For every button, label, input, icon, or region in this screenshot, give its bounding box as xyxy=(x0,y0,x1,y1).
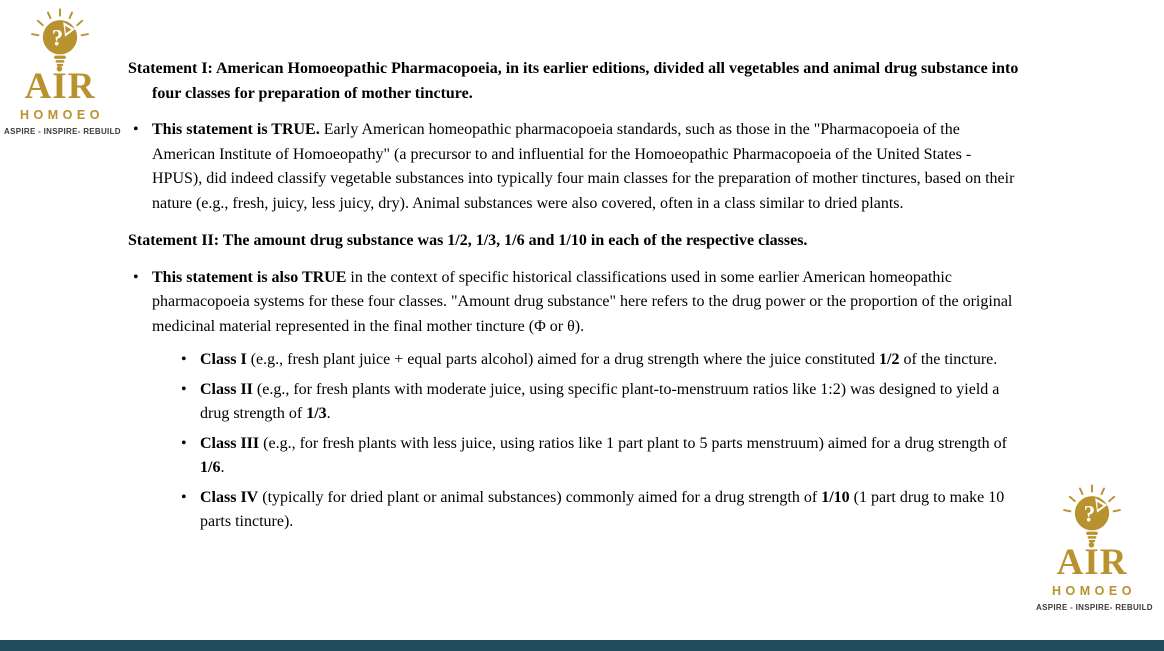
footer-accent-bar xyxy=(0,640,1164,651)
logo-tagline: ASPIRE - INSPIRE- REBUILD xyxy=(1036,603,1153,612)
class-3-item xyxy=(128,432,1021,481)
class-4-text-end: (1 part drug to make 10 parts tincture). xyxy=(200,488,1005,530)
class-3-label: Class III xyxy=(200,434,260,452)
class-2-fraction: 1/3 xyxy=(306,405,327,422)
statement-2-answer xyxy=(128,266,1021,340)
lightbulb-icon xyxy=(28,8,92,69)
class-4-fraction: 1/10 xyxy=(821,488,850,506)
logo-tagline: ASPIRE - INSPIRE- REBUILD xyxy=(4,127,121,136)
statement-1-heading: Statement I: American Homoeopathic Pharmacopoeia, in its earlier editions, divided all vegetables and animal drug substance into four classes for preparation of mother tincture. xyxy=(128,60,1019,102)
class-4-text: (typically for dried plant or animal substances) commonly aimed for a drug strength of xyxy=(258,488,822,506)
logo-brand-text: AİR xyxy=(24,66,96,107)
statement-1-verdict: This statement is TRUE. xyxy=(152,121,320,138)
class-1-item xyxy=(128,348,1021,373)
class-2-label: Class II xyxy=(200,380,253,398)
air-homoeo-logo-top xyxy=(4,8,121,136)
statement-2-heading: Statement II: The amount drug substance was 1/2, 1/3, 1/6 and 1/10 in each of the respective classes. xyxy=(128,232,808,249)
class-1-text: (e.g., fresh plant juice + equal parts alcohol) aimed for a drug strength where the juice constituted xyxy=(246,351,880,368)
class-1-fraction: 1/2 xyxy=(879,351,900,368)
class-3-text: (e.g., for fresh plants with less juice, using ratios like 1 part plant to 5 parts menstruum) aimed for a drug strength of xyxy=(259,434,1007,452)
class-2-text-end: . xyxy=(326,405,331,422)
svg-text:?: ? xyxy=(1083,501,1096,527)
class-4-label: Class IV xyxy=(200,488,259,506)
statement-2-verdict: This statement is also TRUE xyxy=(152,268,347,286)
lightbulb-icon xyxy=(1060,484,1124,545)
statement-2-explanation: in the context of specific historical classifications used in some earlier American homeopathic pharmacopoeia systems for these four classes. "Amount drug substance" here refers to the drug power or the proportion of the original medicinal material represented in the final mother tincture (Φ or θ). xyxy=(152,268,1013,335)
main-content xyxy=(128,57,1021,540)
class-1-text-end: of the tincture. xyxy=(899,351,998,368)
logo-sub-text: HOMOEO xyxy=(20,108,104,122)
svg-text:?: ? xyxy=(51,25,64,51)
statement-1-answer xyxy=(128,118,1021,216)
class-2-item xyxy=(128,378,1021,427)
logo-sub-text: HOMOEO xyxy=(1052,584,1136,598)
class-3-fraction: 1/6 xyxy=(200,459,221,476)
logo-brand-text: AİR xyxy=(1056,542,1128,583)
air-homoeo-logo-bottom xyxy=(1036,484,1153,612)
class-4-item xyxy=(128,486,1021,535)
class-2-text: (e.g., for fresh plants with moderate juice, using specific plant-to-menstruum ratios like 1:2) was designed to yield a drug strength of xyxy=(200,380,1000,422)
statement-1-explanation: Early American homeopathic pharmacopoeia standards, such as those in the "Pharmacopoeia of the American Institute of Homoeopathy" (a precursor to and influential for the Homoeopathic Pharmacopoeia of the United States - HPUS), did indeed classify vegetable substances into typically four main classes for the preparation of mother tinctures, based on their nature (e.g., fresh, juicy, less juicy, dry). Animal substances were also covered, often in a class similar to dried plants. xyxy=(152,121,1015,212)
class-1-label: Class I xyxy=(200,351,247,368)
class-3-text-end: . xyxy=(220,459,225,476)
